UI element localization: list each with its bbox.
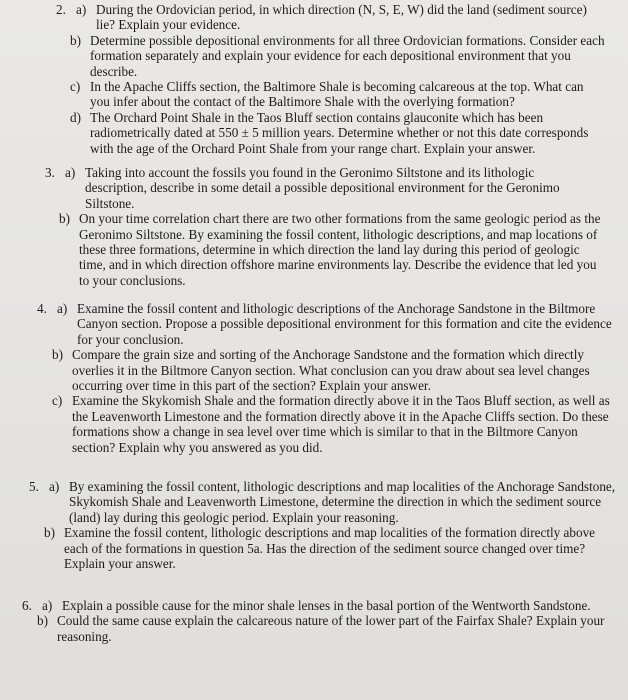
part-text: Determine possible depositional environments for all three Ordovician formations. Consider each formation separately and explain your evidence for each depositional environment that you describe. xyxy=(90,32,605,79)
part-text: In the Apache Cliffs section, the Baltimore Shale is becoming calcareous at the top. What can you infer about the contact of the Baltimore Shale with the overlying formation? xyxy=(90,79,584,110)
part-label: d) xyxy=(70,109,81,125)
part-label: b) xyxy=(44,525,55,541)
part-text: During the Ordovician period, in which direction (N, S, E, W) did the land (sediment source) lie? Explain your evidence. xyxy=(96,2,587,33)
question-number: 4. xyxy=(37,301,47,316)
part-text: Examine the fossil content, lithologic descriptions and map localities of the formation directly above each of the formations in question 5a. Has the direction of the sediment source changed over time? Explain your answer. xyxy=(64,525,596,572)
part-label: c) xyxy=(52,393,63,409)
part-label: a) xyxy=(76,2,87,17)
question-part xyxy=(49,479,619,525)
part-text: The Orchard Point Shale in the Taos Bluff section contains glauconite which has been radiometrically dated at 550 ± 5 million years. Determine whether or not this date corresponds with the age of the Orchard Point Shale from your range chart. Explain your answer. xyxy=(90,109,589,156)
question-number: 2. xyxy=(56,2,66,17)
question-part xyxy=(44,525,619,571)
question-5 xyxy=(29,479,619,571)
question-part xyxy=(52,347,614,393)
part-label: c) xyxy=(70,79,81,95)
part-label: a) xyxy=(65,165,76,180)
part-text: By examining the fossil content, lithologic descriptions and map localities of the Anchorage Sandstone, Skykomish Shale and Leavenworth Limestone, determine the direction in which the sediment source (land) lay during this geologic period. Explain your reasoning. xyxy=(69,479,616,525)
part-text: Examine the Skykomish Shale and the formation directly above it in the Taos Bluff section, as well as the Leavenworth Limestone and the formation directly above it in the Apache Cliffs section. Do these formations show a change in sea level over time which is similar to that in the Biltmore Canyon section? Explain why you answered as you did. xyxy=(72,393,610,455)
part-label: b) xyxy=(70,32,81,48)
part-label: a) xyxy=(57,301,68,316)
question-part xyxy=(70,110,606,156)
part-label: b) xyxy=(59,211,70,227)
question-part xyxy=(52,393,614,455)
question-part xyxy=(57,301,614,347)
question-part xyxy=(70,79,606,110)
part-text: Taking into account the fossils you found in the Geronimo Siltstone and its lithologic description, describe in some detail a possible depositional environment for the Geronimo Siltstone. xyxy=(85,165,560,211)
question-part xyxy=(42,598,622,613)
question-6 xyxy=(22,598,622,644)
part-label: b) xyxy=(37,613,48,629)
question-part xyxy=(70,33,606,79)
part-label: b) xyxy=(52,347,63,363)
question-part xyxy=(65,165,601,211)
question-number: 6. xyxy=(22,598,32,613)
part-text: Could the same cause explain the calcareous nature of the lower part of the Fairfax Shale? Explain your reasoning. xyxy=(57,613,605,644)
question-number: 3. xyxy=(45,165,55,180)
question-3 xyxy=(45,165,601,288)
part-text: Explain a possible cause for the minor shale lenses in the basal portion of the Wentworth Sandstone. xyxy=(62,598,591,613)
part-label: a) xyxy=(42,598,53,613)
question-part xyxy=(59,211,601,288)
question-number: 5. xyxy=(29,479,39,494)
question-4 xyxy=(37,301,614,455)
part-text: Examine the fossil content and lithologic descriptions of the Anchorage Sandstone in the Biltmore Canyon section. Propose a possible depositional environment for this formation and cite the evidence for your conclusion. xyxy=(77,301,612,347)
part-text: On your time correlation chart there are two other formations from the same geologic period as the Geronimo Siltstone. By examining the fossil content, lithologic descriptions, and map locations of these three formations, determine in which direction the land lay during this period of geologic time, and in which direction offshore marine environments lay. Describe the evidence that led you to your conclusions. xyxy=(79,211,601,288)
question-2 xyxy=(56,2,606,156)
part-label: a) xyxy=(49,479,60,494)
question-part xyxy=(37,613,622,644)
part-text: Compare the grain size and sorting of the Anchorage Sandstone and the formation which directly overlies it in the Biltmore Canyon section. What conclusion can you draw about sea level changes occurring over time in this part of the section? Explain your answer. xyxy=(72,347,590,394)
question-part xyxy=(76,2,606,33)
